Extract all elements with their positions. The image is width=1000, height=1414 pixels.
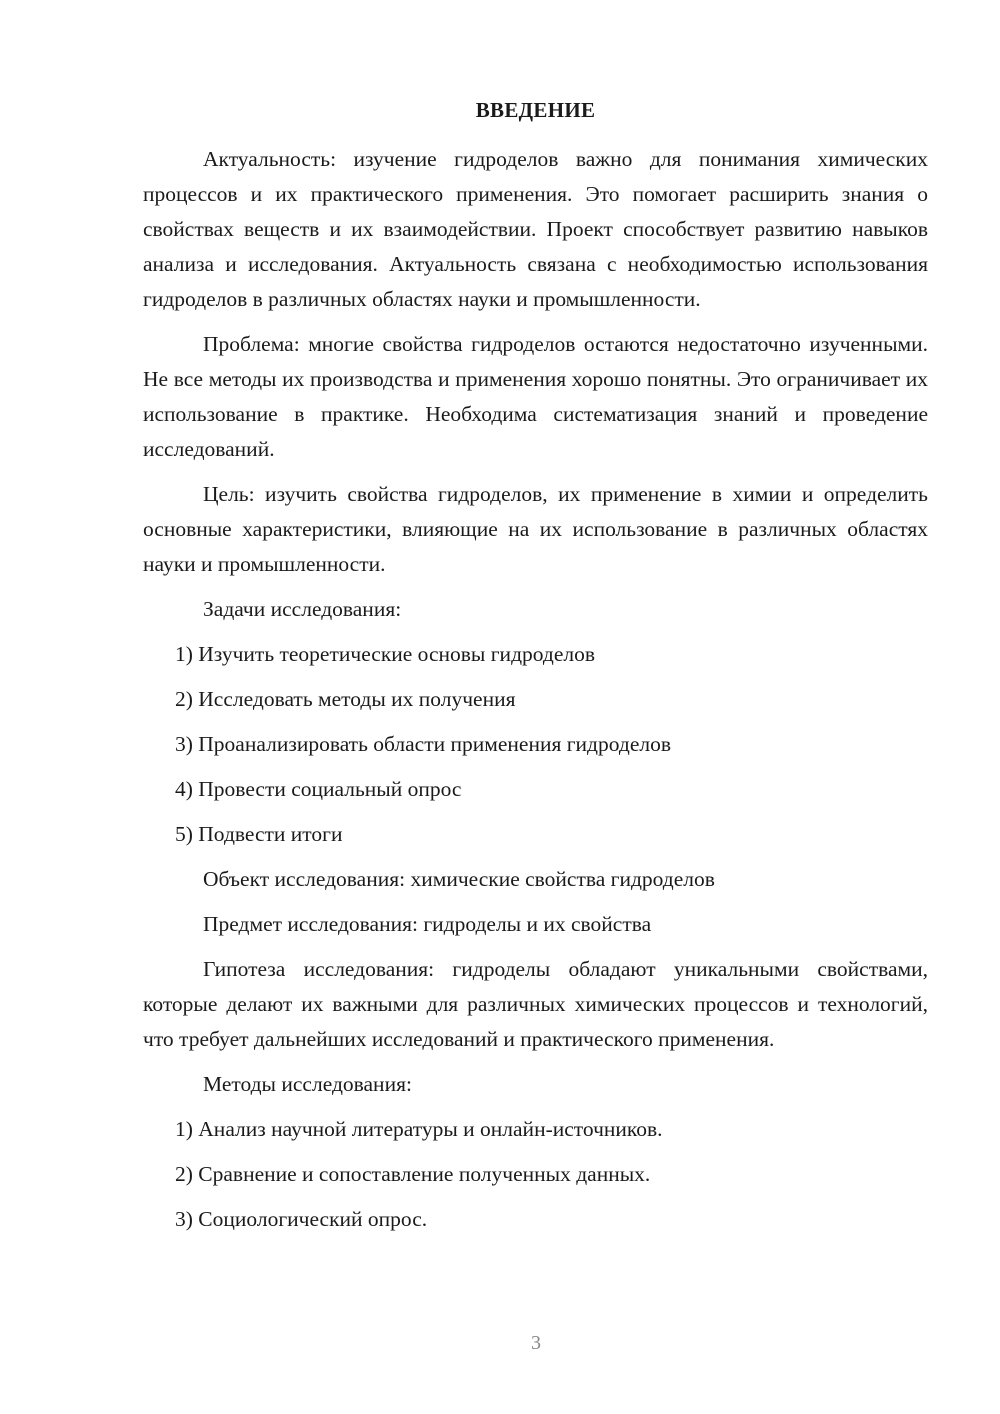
page-title: ВВЕДЕНИЕ — [475, 98, 596, 122]
list-item: 2) Сравнение и сопоставление полученных данных. — [175, 1162, 651, 1186]
list-item: 5) Подвести итоги — [175, 822, 343, 846]
object-paragraph: Объект исследования: химические свойства гидроделов — [203, 867, 715, 891]
relevance-paragraph: Актуальность: изучение гидроделов важно для понимания химических процессов и их практического применения. Это помогает расширить знания о свойствах веществ и их взаимодействии. Проект способствует развитию навыков анализа и исследования. Актуальность связана с необходимостью использования гидроделов в различных областях науки и промышленности. — [143, 147, 928, 311]
list-item: 2) Исследовать методы их получения — [175, 687, 516, 711]
methods-heading: Методы исследования: — [203, 1072, 412, 1096]
goal-paragraph: Цель: изучить свойства гидроделов, их применение в химии и определить основные характеристики, влияющие на их использование в различных областях науки и промышленности. — [143, 482, 928, 576]
tasks-list — [143, 637, 928, 852]
problem-paragraph: Проблема: многие свойства гидроделов остаются недостаточно изученными. Не все методы их производства и применения хорошо понятны. Это ограничивает их использование в практике. Необходима систематизация знаний и проведение исследований. — [143, 332, 928, 461]
list-item: 1) Анализ научной литературы и онлайн-источников. — [175, 1117, 663, 1141]
list-item: 3) Проанализировать области применения гидроделов — [175, 732, 671, 756]
page-number: 3 — [531, 1332, 541, 1354]
tasks-heading: Задачи исследования: — [203, 597, 402, 621]
list-item: 3) Социологический опрос. — [175, 1207, 428, 1231]
hypothesis-paragraph: Гипотеза исследования: гидроделы обладают уникальными свойствами, которые делают их важными для различных химических процессов и технологий, что требует дальнейших исследований и практического применения. — [143, 957, 928, 1051]
subject-paragraph: Предмет исследования: гидроделы и их свойства — [203, 912, 652, 936]
list-item: 4) Провести социальный опрос — [175, 777, 462, 801]
methods-list — [143, 1112, 928, 1237]
document-body — [143, 93, 928, 1247]
list-item: 1) Изучить теоретические основы гидроделов — [175, 642, 595, 666]
